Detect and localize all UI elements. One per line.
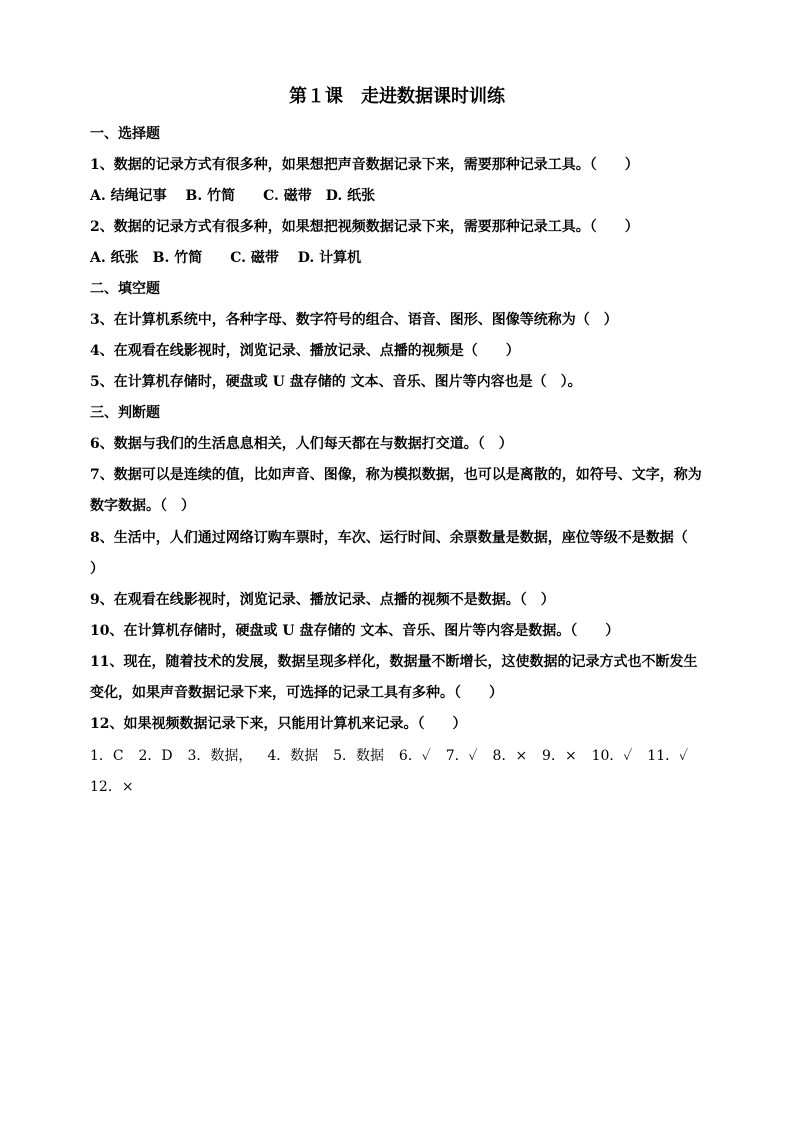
question-3: 3、在计算机系统中，各种字母、数字符号的组合、语音、图形、图像等统称为（ ）: [90, 312, 618, 328]
section-heading-choice: 一、选择题: [90, 126, 160, 142]
question-11-line-1: 11、现在，随着技术的发展，数据呈现多样化，数据量不断增长，这使数据的记录方式也不断发生: [90, 654, 698, 670]
page-title: 第１课 走进数据课时训练: [289, 86, 505, 107]
question-8-line-1: 8、生活中，人们通过网络订购车票时，车次、运行时间、余票数量是数据，座位等级不是数据（: [90, 530, 688, 546]
answer-item: 10．✓: [591, 748, 633, 764]
question-9: 9、在观看在线影视时，浏览记录、播放记录、点播的视频不是数据。（ ）: [90, 592, 555, 608]
question-1-options: A. 结绳记事 B. 竹简 C. 磁带 D. 纸张: [90, 188, 376, 204]
question-7-line-2: 数字数据。（ ）: [90, 498, 195, 514]
answer-item: 5．数据: [333, 748, 385, 764]
answer-item: 9．×: [542, 748, 577, 764]
answer-item: 3．数据，: [187, 748, 253, 764]
answer-key-row-2: [90, 777, 710, 797]
answer-item: 7．✓: [445, 748, 478, 764]
answer-item: 11．✓: [647, 748, 689, 764]
answer-key-row-1: [90, 746, 710, 766]
section-heading-judge: 三、判断题: [90, 405, 160, 421]
question-11-line-2: 变化，如果声音数据记录下来，可选择的记录工具有多种。（ ）: [90, 685, 503, 701]
section-heading-fill: 二、填空题: [90, 281, 160, 297]
answer-item: 6．✓: [398, 748, 431, 764]
answer-item: 4．数据: [267, 748, 319, 764]
answer-item: 12．×: [90, 779, 134, 795]
question-8-line-2: ）: [90, 561, 104, 577]
question-2: 2、数据的记录方式有很多种，如果想把视频数据记录下来，需要那种记录工具。（ ）: [90, 219, 639, 235]
question-10: 10、在计算机存储时，硬盘或 U 盘存储的 文本、音乐、图片等内容是数据。（ ）: [90, 623, 620, 639]
question-6: 6、数据与我们的生活息息相关，人们每天都在与数据打交道。（ ）: [90, 436, 513, 452]
question-5: 5、在计算机存储时，硬盘或 U 盘存储的 文本、音乐、图片等内容也是（ ）。: [90, 374, 582, 390]
question-12: 12、如果视频数据记录下来，只能用计算机来记录。（ ）: [90, 716, 467, 732]
answer-item: 2．D: [138, 748, 173, 764]
answer-item: 8．×: [492, 748, 528, 764]
question-1: 1、数据的记录方式有很多种，如果想把声音数据记录下来，需要那种记录工具。（ ）: [90, 157, 639, 173]
question-2-options: A. 纸张 B. 竹简 C. 磁带 D. 计算机: [90, 250, 362, 266]
question-7-line-1: 7、数据可以是连续的值，比如声音、图像，称为模拟数据，也可以是离散的，如符号、文字，称为: [90, 467, 702, 483]
question-4: 4、在观看在线影视时，浏览记录、播放记录、点播的视频是（ ）: [90, 343, 520, 359]
answer-item: 1．C: [90, 748, 124, 764]
